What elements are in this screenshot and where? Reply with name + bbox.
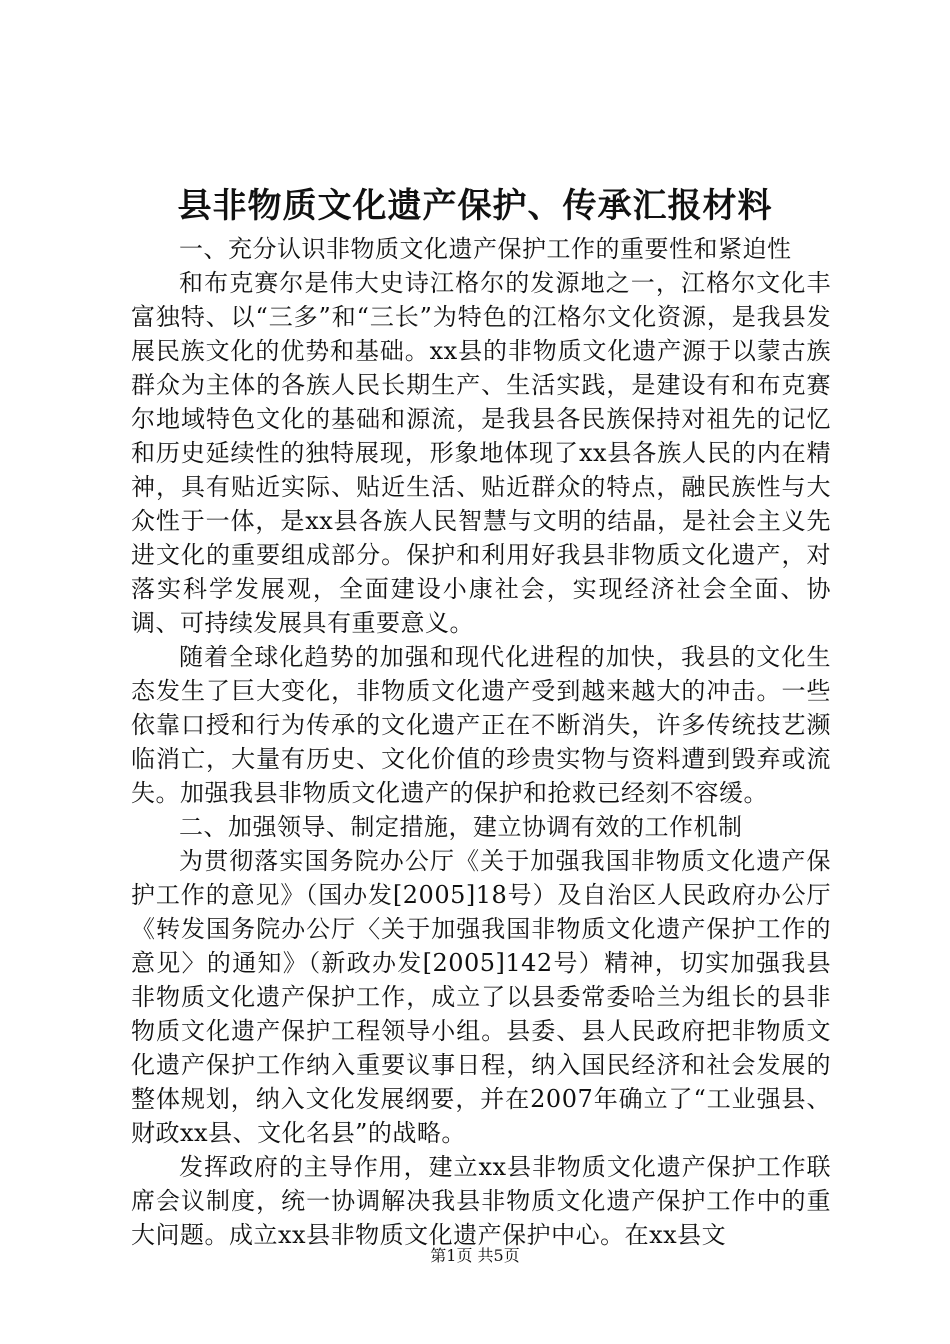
paragraph: 和布克赛尔是伟大史诗江格尔的发源地之一，江格尔文化丰富独特、以“三多”和“三长”为特色的江格尔文化资源，是我县发展民族文化的优势和基础。xx县的非物质文化遗产源于以蒙古族群众为主体的各族人民长期生产、生活实践，是建设有和布克赛尔地域特色文化的基础和源流，是我县各民族保持对祖先的记忆和历史延续性的独特展现，形象地体现了xx县各族人民的内在精神，具有贴近实际、贴近生活、贴近群众的特点，融民族性与大众性于一体，是xx县各族人民智慧与文明的结晶，是社会主义先进文化的重要组成部分。保护和利用好我县非物质文化遗产，对落实科学发展观，全面建设小康社会，实现经济社会全面、协调、可持续发展具有重要意义。 [131,269,831,637]
section-heading-1: 一、充分认识非物质文化遗产保护工作的重要性和紧迫性 [179,235,792,263]
paragraph: 随着全球化趋势的加强和现代化进程的加快，我县的文化生态发生了巨大变化，非物质文化遗产受到越来越大的冲击。一些依靠口授和行为传承的文化遗产正在不断消失，许多传统技艺濒临消亡，大量有历史、文化价值的珍贵实物与资料遭到毁弃或流失。加强我县非物质文化遗产的保护和抢救已经刻不容缓。 [131,643,831,807]
page-number-footer: 第1页 共5页 [430,1246,520,1265]
document-body [131,232,831,1252]
section-heading-2: 二、加强领导、制定措施，建立协调有效的工作机制 [179,813,743,841]
paragraph: 发挥政府的主导作用，建立xx县非物质文化遗产保护工作联席会议制度，统一协调解决我县非物质文化遗产保护工作中的重大问题。成立xx县非物质文化遗产保护中心。在xx县文 [131,1153,831,1249]
paragraph: 为贯彻落实国务院办公厅《关于加强我国非物质文化遗产保护工作的意见》（国办发[2005]18号）及自治区人民政府办公厅《转发国务院办公厅〈关于加强我国非物质文化遗产保护工作的意见〉的通知》（新政办发[2005]142号）精神，切实加强我县非物质文化遗产保护工作，成立了以县委常委哈兰为组长的县非物质文化遗产保护工程领导小组。县委、县人民政府把非物质文化遗产保护工作纳入重要议事日程，纳入国民经济和社会发展的整体规划，纳入文化发展纲要，并在2007年确立了“工业强县、财政xx县、文化名县”的战略。 [131,847,831,1147]
document-title: 县非物质文化遗产保护、传承汇报材料 [177,186,773,226]
